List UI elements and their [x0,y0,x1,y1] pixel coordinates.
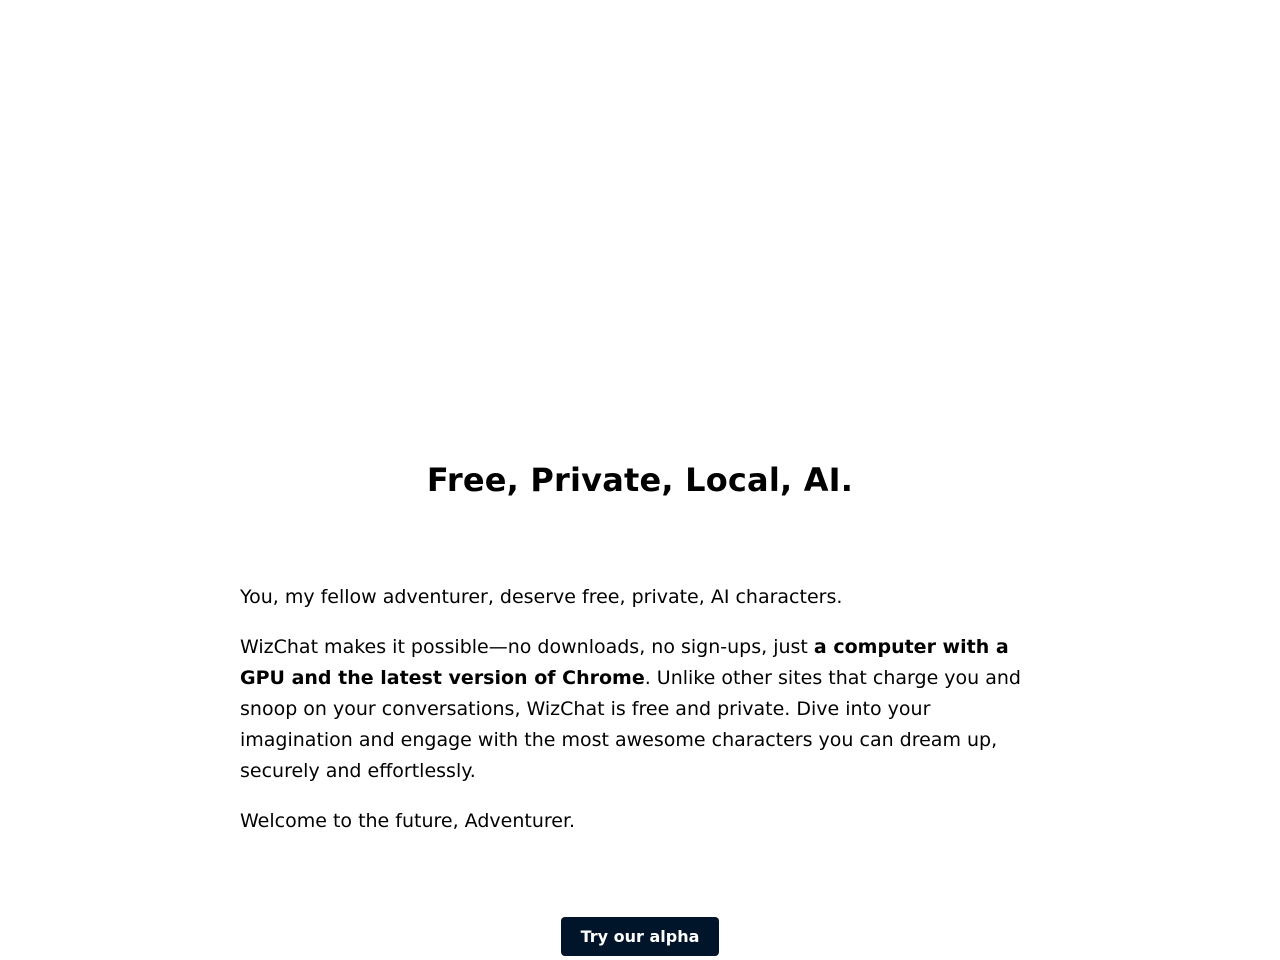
hero-blank-area [0,0,1280,420]
intro-paragraph-1: You, my fellow adventurer, deserve free, private, AI characters. [240,586,843,608]
page-title: Free, Private, Local, AI. [426,461,854,499]
intro-paragraph-2-start: WizChat makes it possible—no downloads, no sign-ups, just [240,636,814,658]
intro-section [240,582,1040,856]
intro-paragraph-3: Welcome to the future, Adventurer. [240,810,576,832]
requirements-emphasis: a computer with a GPU and the latest version of Chrome [240,636,1009,689]
cta-container [0,917,1280,956]
try-alpha-button[interactable]: Try our alpha [561,917,720,956]
intro-paragraph-2-end: . Unlike other sites that charge you and snoop on your conversations, WizChat is free and private. Dive into your imagination and engage with the most awesome characters you can dream up, securely and effortlessly. [240,667,1021,782]
intro-paragraph-2 [240,632,1040,787]
